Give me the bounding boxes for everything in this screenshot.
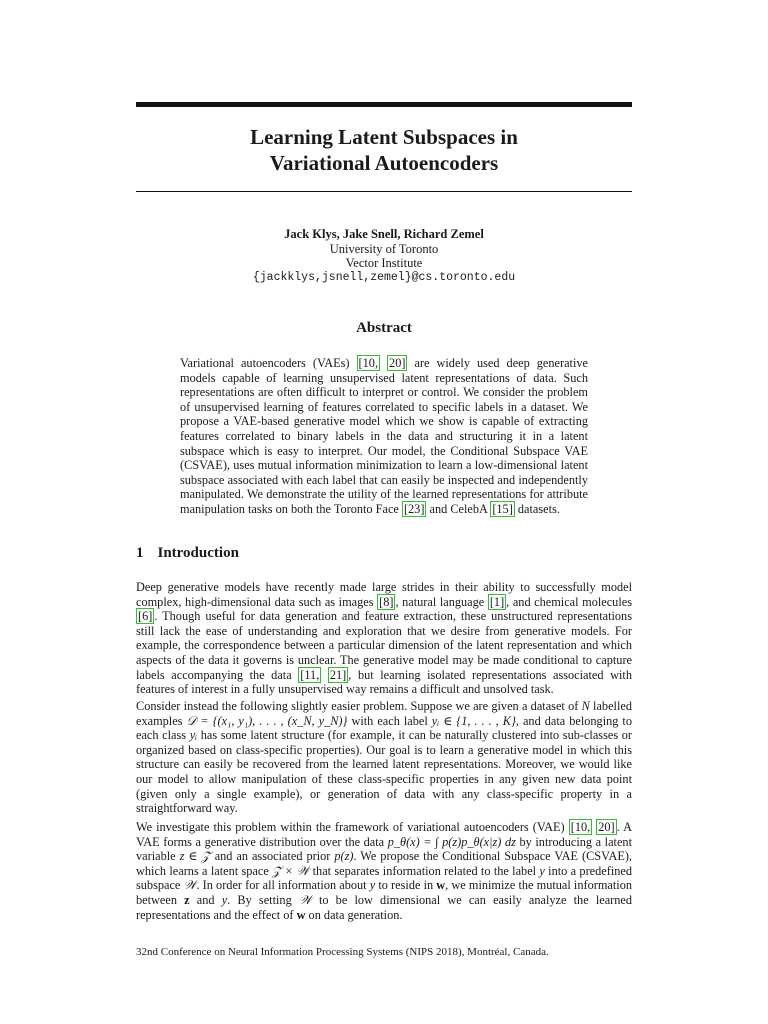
affiliation-2: Vector Institute <box>345 256 423 270</box>
paragraph-text-run: , we minimize the mutual information between <box>136 878 632 907</box>
math-inline: yᵢ <box>189 728 198 743</box>
abstract-text-run: are widely used deep generative models capable of learning unsupervised latent representations of data. Such representations are often difficult to interpret or control. We consider the problem of unsupervised learning of features correlated to specific labels in a dataset. We propose a VAE-based generative model which we show is capable of extracting features correlated to binary labels in the data and structuring it in a latent subspace which is easy to interpret. Our model, the Conditional Subspace VAE (CSVAE), uses mutual information minimization to learn a low-dimensional latent subspace associated with each label that can easily be inspected and independently manipulated. We demonstrate the utility of the learned representations for attribute manipulation tasks on both the Toronto Face <box>180 356 588 516</box>
citation-link[interactable]: 21] <box>329 667 347 682</box>
paragraph-1 <box>136 580 632 697</box>
section-heading <box>136 545 239 562</box>
citation-link[interactable]: 20] <box>389 356 406 370</box>
paragraph-text-run: , natural language <box>395 594 488 609</box>
citation-link[interactable]: [6] <box>138 609 153 624</box>
paragraph-text-run: . A VAE forms a generative distribution over the data <box>136 820 632 849</box>
paragraph-2 <box>136 699 632 816</box>
math-inline: N <box>581 699 590 713</box>
paragraph-text-run: and <box>189 892 222 907</box>
math-inline: 𝒲 <box>298 892 312 907</box>
paragraph-text-run: that separates information related to the label <box>309 863 540 878</box>
math-inline: w <box>436 878 446 893</box>
math-inline: z <box>184 892 190 907</box>
paragraph-text-run: labelled examples <box>136 699 632 728</box>
abstract-text-run: and CelebA <box>426 501 491 516</box>
section-title: Introduction <box>157 545 239 561</box>
math-inline: 𝒲 <box>183 878 197 893</box>
math-inline: w <box>296 907 306 922</box>
citation-link[interactable]: [11, <box>300 667 320 682</box>
paragraph-text-run: with each label <box>347 713 432 728</box>
paragraph-text-run: . Though useful for data generation and feature extraction, these unstructured representations still lack the ease of understanding and exploration that we desire from generative models. For example, the correspondence between a particular dimension of the latent representation and which aspects of the data it governs is unclear. The generative model may be made conditional to capture labels accompanying the data <box>136 609 632 682</box>
conference-footnote: 32nd Conference on Neural Information Processing Systems (NIPS 2018), Montréal, Canada. <box>136 946 549 958</box>
paragraph-text-run: to be low dimensional we can easily analyze the learned representations and the effect of <box>136 892 633 922</box>
section-number: 1 <box>136 545 144 561</box>
citation-link[interactable]: [15] <box>492 501 513 516</box>
paragraph-text-run: has some latent structure (for example, it can be naturally clustered into sub-classes or organized based on class-specific properties). Our goal is to learn a generative model in which this structure can easily be recovered from the learned latent representations. Moreover, we would like our model to allow manipulation of these class-specific properties in any given new data point (given only a single example), or generation of data with any class-specific property in a straightforward way. <box>136 728 632 816</box>
author-emails: {jackklys,jsnell,zemel}@cs.toronto.edu <box>252 270 516 284</box>
paragraph-3 <box>136 820 632 922</box>
paragraph-text-run: We investigate this problem within the framework of variational autoencoders (VAE) <box>136 820 569 834</box>
citation-link[interactable]: [10, <box>570 820 591 834</box>
paragraph-text-run: , and chemical molecules <box>506 594 632 609</box>
math-inline: z ∈ 𝒵 <box>179 849 211 864</box>
paragraph-text-run: . We propose the Conditional Subspace VAE (CSVAE), which learns a latent space <box>136 849 633 878</box>
paragraph-text-run: Deep generative models have recently made large strides in their ability to successfully model complex, high-dimensional data such as images <box>136 580 632 609</box>
title-line-1: Learning Latent Subspaces in <box>250 125 518 149</box>
paragraph-text-run: on data generation. <box>305 907 403 922</box>
author-names: Jack Klys, Jake Snell, Richard Zemel <box>284 227 484 241</box>
paragraph-text-run: Consider instead the following slightly easier problem. Suppose we are given a dataset of <box>136 699 582 713</box>
title-rule-top <box>136 102 632 107</box>
citation-link[interactable]: [10, <box>358 356 379 370</box>
paragraph-text-run: . By setting <box>227 892 299 907</box>
title-line-2: Variational Autoencoders <box>269 151 499 175</box>
abstract-text-run: Variational autoencoders (VAEs) <box>180 356 357 370</box>
paragraph-text-run: by introducing a latent variable <box>136 834 632 864</box>
math-inline: 𝒟 = {(x₁, y₁), . . . , (x_N, y_N)} <box>186 713 348 728</box>
paragraph-text-run: , and data belonging to each class <box>136 713 632 743</box>
paragraph-text-run: to reside in <box>375 878 437 893</box>
math-inline: y <box>369 878 376 893</box>
math-inline: p(z) <box>334 849 354 864</box>
math-inline: y <box>539 863 545 878</box>
abstract-heading: Abstract <box>356 320 412 336</box>
paragraph-text-run: , but learning isolated representations associated with features of interest in a fully unsupervised way remains a difficult and unsolved task. <box>136 667 632 697</box>
math-inline: p_θ(x) = ∫ p(z)p_θ(x|z) dz <box>387 834 516 849</box>
paragraph-text-run: . In order for all information about <box>196 878 370 893</box>
abstract-text-run: datasets. <box>514 501 560 516</box>
citation-link[interactable]: 20] <box>598 820 615 834</box>
paper-title <box>136 124 632 176</box>
citation-link[interactable]: [1] <box>489 594 505 609</box>
paragraph-text-run: and an associated prior <box>210 849 335 864</box>
paragraph-text-run: into a predefined subspace <box>136 863 632 893</box>
affiliation-1: University of Toronto <box>329 241 439 256</box>
math-inline: yᵢ ∈ {1, . . . , K} <box>431 713 516 728</box>
math-inline: y <box>221 892 228 907</box>
author-block <box>136 227 632 285</box>
citation-link[interactable]: [23] <box>403 501 425 516</box>
math-inline: 𝒵 × 𝒲 <box>272 863 310 878</box>
citation-link[interactable]: [8] <box>379 594 394 609</box>
title-rule-bottom <box>136 191 632 192</box>
abstract-text <box>180 356 588 517</box>
